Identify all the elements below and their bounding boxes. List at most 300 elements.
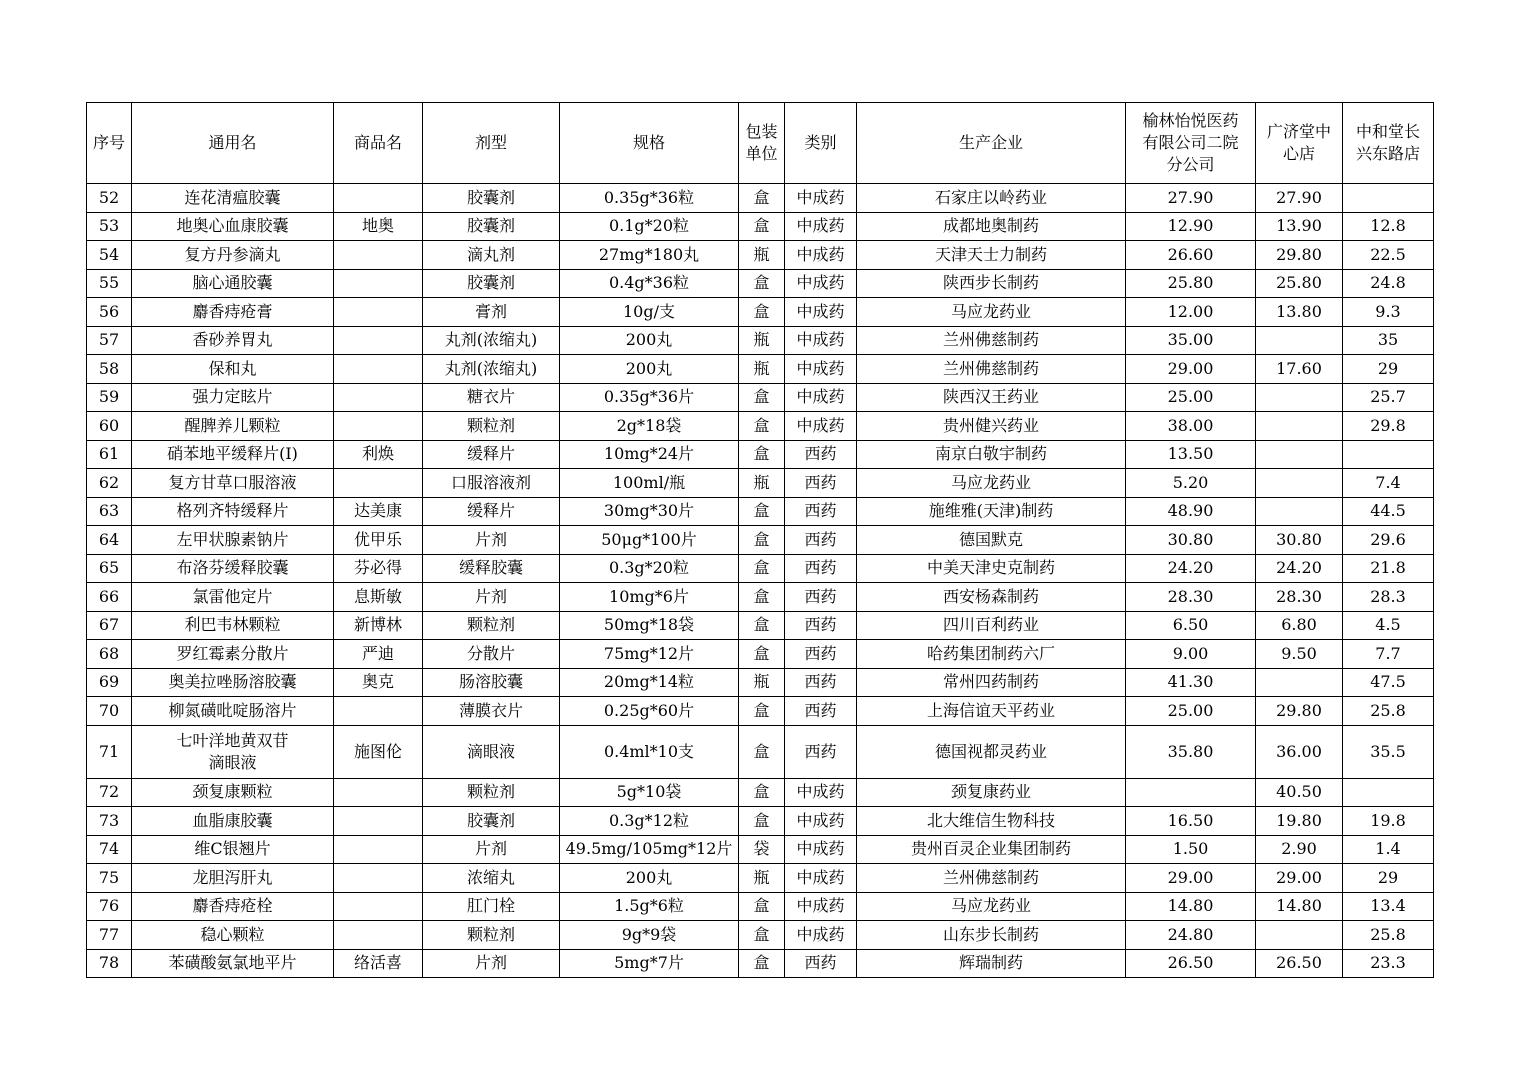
cell-price-guangjitang bbox=[1256, 469, 1343, 498]
cell-price-guangjitang: 26.50 bbox=[1256, 949, 1343, 978]
header-dosage-form: 剂型 bbox=[423, 103, 560, 184]
cell-price-yulin-yiyue: 25.00 bbox=[1126, 697, 1256, 726]
cell-package-unit: 瓶 bbox=[739, 326, 785, 355]
cell-brand-name bbox=[334, 835, 423, 864]
cell-manufacturer: 兰州佛慈制药 bbox=[857, 355, 1126, 384]
cell-price-guangjitang bbox=[1256, 326, 1343, 355]
cell-generic-name: 左甲状腺素钠片 bbox=[132, 526, 334, 555]
cell-manufacturer: 马应龙药业 bbox=[857, 469, 1126, 498]
cell-category: 中成药 bbox=[785, 921, 857, 950]
cell-manufacturer: 西安杨森制药 bbox=[857, 583, 1126, 612]
cell-package-unit: 盒 bbox=[739, 412, 785, 441]
cell-specification: 27mg*180丸 bbox=[560, 241, 739, 270]
cell-brand-name: 利焕 bbox=[334, 440, 423, 469]
cell-brand-name bbox=[334, 298, 423, 327]
cell-price-guangjitang: 27.90 bbox=[1256, 184, 1343, 213]
cell-price-yulin-yiyue: 12.00 bbox=[1126, 298, 1256, 327]
cell-manufacturer: 北大维信生物科技 bbox=[857, 807, 1126, 836]
cell-dosage-form: 肠溶胶囊 bbox=[423, 668, 560, 697]
cell-brand-name bbox=[334, 697, 423, 726]
table-row bbox=[87, 355, 1434, 384]
cell-specification: 0.35g*36片 bbox=[560, 383, 739, 412]
cell-price-zhonghetang: 1.4 bbox=[1343, 835, 1434, 864]
table-row bbox=[87, 835, 1434, 864]
header-store-yulin-yiyue: 榆林怡悦医药 有限公司二院 分公司 bbox=[1126, 103, 1256, 184]
cell-index: 66 bbox=[87, 583, 132, 612]
cell-manufacturer: 贵州健兴药业 bbox=[857, 412, 1126, 441]
cell-manufacturer: 南京白敬宇制药 bbox=[857, 440, 1126, 469]
header-manufacturer: 生产企业 bbox=[857, 103, 1126, 184]
cell-category: 中成药 bbox=[785, 355, 857, 384]
cell-index: 62 bbox=[87, 469, 132, 498]
cell-generic-name: 连花清瘟胶囊 bbox=[132, 184, 334, 213]
cell-package-unit: 瓶 bbox=[739, 469, 785, 498]
cell-price-guangjitang bbox=[1256, 921, 1343, 950]
table-row bbox=[87, 640, 1434, 669]
cell-dosage-form: 胶囊剂 bbox=[423, 212, 560, 241]
cell-price-guangjitang: 24.20 bbox=[1256, 554, 1343, 583]
cell-dosage-form: 片剂 bbox=[423, 583, 560, 612]
table-row bbox=[87, 583, 1434, 612]
cell-price-guangjitang: 13.80 bbox=[1256, 298, 1343, 327]
cell-manufacturer: 陕西汉王药业 bbox=[857, 383, 1126, 412]
cell-category: 中成药 bbox=[785, 326, 857, 355]
cell-price-zhonghetang: 28.3 bbox=[1343, 583, 1434, 612]
cell-manufacturer: 石家庄以岭药业 bbox=[857, 184, 1126, 213]
cell-brand-name bbox=[334, 412, 423, 441]
cell-specification: 0.35g*36粒 bbox=[560, 184, 739, 213]
cell-price-zhonghetang: 25.7 bbox=[1343, 383, 1434, 412]
cell-package-unit: 瓶 bbox=[739, 668, 785, 697]
cell-price-zhonghetang: 24.8 bbox=[1343, 269, 1434, 298]
cell-price-zhonghetang: 22.5 bbox=[1343, 241, 1434, 270]
cell-price-zhonghetang: 12.8 bbox=[1343, 212, 1434, 241]
cell-dosage-form: 膏剂 bbox=[423, 298, 560, 327]
cell-index: 53 bbox=[87, 212, 132, 241]
header-index: 序号 bbox=[87, 103, 132, 184]
cell-manufacturer: 四川百利药业 bbox=[857, 611, 1126, 640]
cell-category: 中成药 bbox=[785, 383, 857, 412]
cell-generic-name: 硝苯地平缓释片(Ⅰ) bbox=[132, 440, 334, 469]
cell-dosage-form: 片剂 bbox=[423, 949, 560, 978]
cell-generic-name: 布洛芬缓释胶囊 bbox=[132, 554, 334, 583]
table-row bbox=[87, 241, 1434, 270]
table-row bbox=[87, 497, 1434, 526]
cell-category: 西药 bbox=[785, 469, 857, 498]
cell-price-yulin-yiyue: 27.90 bbox=[1126, 184, 1256, 213]
cell-dosage-form: 滴眼液 bbox=[423, 725, 560, 778]
cell-price-zhonghetang: 7.4 bbox=[1343, 469, 1434, 498]
cell-category: 西药 bbox=[785, 497, 857, 526]
cell-generic-name: 柳氮磺吡啶肠溶片 bbox=[132, 697, 334, 726]
cell-package-unit: 盒 bbox=[739, 440, 785, 469]
cell-index: 75 bbox=[87, 864, 132, 893]
cell-price-yulin-yiyue: 14.80 bbox=[1126, 892, 1256, 921]
cell-price-zhonghetang: 29 bbox=[1343, 355, 1434, 384]
cell-dosage-form: 颗粒剂 bbox=[423, 778, 560, 807]
cell-dosage-form: 缓释片 bbox=[423, 497, 560, 526]
cell-price-guangjitang bbox=[1256, 497, 1343, 526]
cell-dosage-form: 颗粒剂 bbox=[423, 921, 560, 950]
table-row bbox=[87, 269, 1434, 298]
cell-price-guangjitang bbox=[1256, 440, 1343, 469]
cell-category: 西药 bbox=[785, 697, 857, 726]
cell-specification: 1.5g*6粒 bbox=[560, 892, 739, 921]
cell-price-guangjitang: 29.80 bbox=[1256, 697, 1343, 726]
cell-price-guangjitang: 19.80 bbox=[1256, 807, 1343, 836]
cell-brand-name bbox=[334, 241, 423, 270]
cell-price-zhonghetang: 25.8 bbox=[1343, 921, 1434, 950]
cell-index: 56 bbox=[87, 298, 132, 327]
cell-price-yulin-yiyue: 16.50 bbox=[1126, 807, 1256, 836]
cell-price-guangjitang: 30.80 bbox=[1256, 526, 1343, 555]
cell-specification: 50μg*100片 bbox=[560, 526, 739, 555]
cell-manufacturer: 常州四药制药 bbox=[857, 668, 1126, 697]
table-row bbox=[87, 412, 1434, 441]
table-row bbox=[87, 212, 1434, 241]
cell-index: 61 bbox=[87, 440, 132, 469]
cell-manufacturer: 施维雅(天津)制药 bbox=[857, 497, 1126, 526]
cell-package-unit: 盒 bbox=[739, 184, 785, 213]
cell-price-yulin-yiyue: 12.90 bbox=[1126, 212, 1256, 241]
table-row bbox=[87, 697, 1434, 726]
cell-package-unit: 盒 bbox=[739, 526, 785, 555]
cell-brand-name bbox=[334, 355, 423, 384]
cell-category: 中成药 bbox=[785, 184, 857, 213]
cell-category: 西药 bbox=[785, 725, 857, 778]
cell-specification: 100ml/瓶 bbox=[560, 469, 739, 498]
cell-price-guangjitang: 2.90 bbox=[1256, 835, 1343, 864]
cell-index: 55 bbox=[87, 269, 132, 298]
cell-index: 67 bbox=[87, 611, 132, 640]
cell-specification: 0.25g*60片 bbox=[560, 697, 739, 726]
table-row bbox=[87, 668, 1434, 697]
header-store-zhonghetang: 中和堂长 兴东路店 bbox=[1343, 103, 1434, 184]
cell-dosage-form: 片剂 bbox=[423, 526, 560, 555]
cell-generic-name: 罗红霉素分散片 bbox=[132, 640, 334, 669]
cell-price-yulin-yiyue: 28.30 bbox=[1126, 583, 1256, 612]
cell-package-unit: 盒 bbox=[739, 697, 785, 726]
table-row bbox=[87, 326, 1434, 355]
cell-dosage-form: 丸剂(浓缩丸) bbox=[423, 355, 560, 384]
cell-dosage-form: 肛门栓 bbox=[423, 892, 560, 921]
cell-price-zhonghetang: 29.8 bbox=[1343, 412, 1434, 441]
cell-price-guangjitang: 28.30 bbox=[1256, 583, 1343, 612]
cell-brand-name: 地奥 bbox=[334, 212, 423, 241]
cell-price-guangjitang: 13.90 bbox=[1256, 212, 1343, 241]
cell-price-zhonghetang: 9.3 bbox=[1343, 298, 1434, 327]
cell-index: 69 bbox=[87, 668, 132, 697]
cell-generic-name: 脑心通胶囊 bbox=[132, 269, 334, 298]
cell-price-guangjitang bbox=[1256, 383, 1343, 412]
cell-price-yulin-yiyue: 48.90 bbox=[1126, 497, 1256, 526]
header-specification: 规格 bbox=[560, 103, 739, 184]
cell-manufacturer: 马应龙药业 bbox=[857, 892, 1126, 921]
cell-specification: 0.4ml*10支 bbox=[560, 725, 739, 778]
cell-generic-name: 奥美拉唑肠溶胶囊 bbox=[132, 668, 334, 697]
cell-price-zhonghetang: 4.5 bbox=[1343, 611, 1434, 640]
cell-brand-name: 施图伦 bbox=[334, 725, 423, 778]
cell-price-guangjitang: 29.80 bbox=[1256, 241, 1343, 270]
cell-brand-name bbox=[334, 807, 423, 836]
cell-index: 65 bbox=[87, 554, 132, 583]
cell-price-yulin-yiyue: 9.00 bbox=[1126, 640, 1256, 669]
table-row bbox=[87, 440, 1434, 469]
cell-package-unit: 盒 bbox=[739, 383, 785, 412]
cell-package-unit: 盒 bbox=[739, 611, 785, 640]
cell-specification: 2g*18袋 bbox=[560, 412, 739, 441]
cell-manufacturer: 颈复康药业 bbox=[857, 778, 1126, 807]
cell-index: 72 bbox=[87, 778, 132, 807]
cell-index: 71 bbox=[87, 725, 132, 778]
cell-price-yulin-yiyue: 6.50 bbox=[1126, 611, 1256, 640]
cell-generic-name: 格列齐特缓释片 bbox=[132, 497, 334, 526]
cell-price-zhonghetang: 19.8 bbox=[1343, 807, 1434, 836]
cell-brand-name: 息斯敏 bbox=[334, 583, 423, 612]
cell-price-zhonghetang: 35 bbox=[1343, 326, 1434, 355]
cell-dosage-form: 缓释胶囊 bbox=[423, 554, 560, 583]
cell-category: 西药 bbox=[785, 440, 857, 469]
cell-brand-name: 络活喜 bbox=[334, 949, 423, 978]
cell-category: 中成药 bbox=[785, 269, 857, 298]
table-row bbox=[87, 554, 1434, 583]
cell-brand-name bbox=[334, 383, 423, 412]
table-row bbox=[87, 778, 1434, 807]
table-row bbox=[87, 298, 1434, 327]
cell-price-guangjitang bbox=[1256, 412, 1343, 441]
cell-dosage-form: 薄膜衣片 bbox=[423, 697, 560, 726]
cell-price-zhonghetang: 7.7 bbox=[1343, 640, 1434, 669]
cell-price-zhonghetang: 29.6 bbox=[1343, 526, 1434, 555]
drug-price-table bbox=[86, 102, 1434, 978]
cell-price-guangjitang: 40.50 bbox=[1256, 778, 1343, 807]
table-row bbox=[87, 469, 1434, 498]
cell-price-yulin-yiyue: 25.00 bbox=[1126, 383, 1256, 412]
cell-category: 中成药 bbox=[785, 778, 857, 807]
cell-generic-name: 复方丹参滴丸 bbox=[132, 241, 334, 270]
cell-index: 78 bbox=[87, 949, 132, 978]
cell-price-zhonghetang: 25.8 bbox=[1343, 697, 1434, 726]
cell-specification: 5mg*7片 bbox=[560, 949, 739, 978]
table-row bbox=[87, 864, 1434, 893]
cell-manufacturer: 上海信谊天平药业 bbox=[857, 697, 1126, 726]
cell-price-yulin-yiyue: 41.30 bbox=[1126, 668, 1256, 697]
cell-price-yulin-yiyue: 35.00 bbox=[1126, 326, 1256, 355]
cell-dosage-form: 胶囊剂 bbox=[423, 269, 560, 298]
cell-specification: 200丸 bbox=[560, 326, 739, 355]
cell-package-unit: 盒 bbox=[739, 554, 785, 583]
cell-price-zhonghetang: 21.8 bbox=[1343, 554, 1434, 583]
cell-manufacturer: 马应龙药业 bbox=[857, 298, 1126, 327]
cell-generic-name: 苯磺酸氨氯地平片 bbox=[132, 949, 334, 978]
cell-specification: 200丸 bbox=[560, 355, 739, 384]
table-row bbox=[87, 949, 1434, 978]
cell-package-unit: 盒 bbox=[739, 640, 785, 669]
cell-generic-name: 麝香痔疮栓 bbox=[132, 892, 334, 921]
table-row bbox=[87, 184, 1434, 213]
cell-category: 西药 bbox=[785, 554, 857, 583]
cell-index: 64 bbox=[87, 526, 132, 555]
cell-price-guangjitang: 9.50 bbox=[1256, 640, 1343, 669]
cell-package-unit: 瓶 bbox=[739, 355, 785, 384]
cell-generic-name: 维C银翘片 bbox=[132, 835, 334, 864]
cell-price-guangjitang bbox=[1256, 668, 1343, 697]
cell-category: 中成药 bbox=[785, 298, 857, 327]
cell-dosage-form: 糖衣片 bbox=[423, 383, 560, 412]
cell-manufacturer: 成都地奥制药 bbox=[857, 212, 1126, 241]
cell-dosage-form: 缓释片 bbox=[423, 440, 560, 469]
cell-index: 52 bbox=[87, 184, 132, 213]
cell-dosage-form: 口服溶液剂 bbox=[423, 469, 560, 498]
cell-price-yulin-yiyue: 29.00 bbox=[1126, 355, 1256, 384]
cell-manufacturer: 陕西步长制药 bbox=[857, 269, 1126, 298]
header-row bbox=[87, 103, 1434, 184]
cell-generic-name: 龙胆泻肝丸 bbox=[132, 864, 334, 893]
cell-index: 70 bbox=[87, 697, 132, 726]
table-row bbox=[87, 383, 1434, 412]
cell-price-zhonghetang bbox=[1343, 184, 1434, 213]
cell-package-unit: 盒 bbox=[739, 583, 785, 612]
cell-price-guangjitang: 6.80 bbox=[1256, 611, 1343, 640]
cell-category: 西药 bbox=[785, 526, 857, 555]
cell-index: 73 bbox=[87, 807, 132, 836]
cell-brand-name bbox=[334, 864, 423, 893]
cell-specification: 9g*9袋 bbox=[560, 921, 739, 950]
cell-price-yulin-yiyue: 35.80 bbox=[1126, 725, 1256, 778]
cell-dosage-form: 胶囊剂 bbox=[423, 807, 560, 836]
cell-dosage-form: 胶囊剂 bbox=[423, 184, 560, 213]
cell-package-unit: 盒 bbox=[739, 298, 785, 327]
cell-specification: 0.1g*20粒 bbox=[560, 212, 739, 241]
cell-package-unit: 盒 bbox=[739, 807, 785, 836]
header-generic-name: 通用名 bbox=[132, 103, 334, 184]
cell-dosage-form: 分散片 bbox=[423, 640, 560, 669]
cell-manufacturer: 山东步长制药 bbox=[857, 921, 1126, 950]
cell-package-unit: 瓶 bbox=[739, 241, 785, 270]
cell-category: 中成药 bbox=[785, 807, 857, 836]
cell-package-unit: 盒 bbox=[739, 892, 785, 921]
cell-price-yulin-yiyue: 30.80 bbox=[1126, 526, 1256, 555]
cell-specification: 20mg*14粒 bbox=[560, 668, 739, 697]
cell-price-yulin-yiyue: 13.50 bbox=[1126, 440, 1256, 469]
cell-dosage-form: 浓缩丸 bbox=[423, 864, 560, 893]
cell-brand-name: 芬必得 bbox=[334, 554, 423, 583]
cell-price-zhonghetang: 23.3 bbox=[1343, 949, 1434, 978]
cell-index: 68 bbox=[87, 640, 132, 669]
cell-package-unit: 盒 bbox=[739, 212, 785, 241]
cell-category: 中成药 bbox=[785, 241, 857, 270]
cell-index: 76 bbox=[87, 892, 132, 921]
cell-generic-name: 保和丸 bbox=[132, 355, 334, 384]
cell-package-unit: 盒 bbox=[739, 269, 785, 298]
cell-package-unit: 袋 bbox=[739, 835, 785, 864]
cell-category: 西药 bbox=[785, 640, 857, 669]
cell-specification: 50mg*18袋 bbox=[560, 611, 739, 640]
cell-index: 74 bbox=[87, 835, 132, 864]
cell-index: 63 bbox=[87, 497, 132, 526]
cell-specification: 75mg*12片 bbox=[560, 640, 739, 669]
cell-dosage-form: 颗粒剂 bbox=[423, 611, 560, 640]
cell-package-unit: 盒 bbox=[739, 921, 785, 950]
cell-index: 57 bbox=[87, 326, 132, 355]
cell-package-unit: 盒 bbox=[739, 778, 785, 807]
cell-brand-name: 达美康 bbox=[334, 497, 423, 526]
cell-generic-name: 氯雷他定片 bbox=[132, 583, 334, 612]
cell-dosage-form: 片剂 bbox=[423, 835, 560, 864]
cell-generic-name: 香砂养胃丸 bbox=[132, 326, 334, 355]
cell-manufacturer: 辉瑞制药 bbox=[857, 949, 1126, 978]
table-row bbox=[87, 611, 1434, 640]
header-brand-name: 商品名 bbox=[334, 103, 423, 184]
cell-brand-name: 奥克 bbox=[334, 668, 423, 697]
cell-manufacturer: 哈药集团制药六厂 bbox=[857, 640, 1126, 669]
cell-brand-name: 新博林 bbox=[334, 611, 423, 640]
cell-brand-name bbox=[334, 921, 423, 950]
cell-price-zhonghetang bbox=[1343, 778, 1434, 807]
cell-price-yulin-yiyue: 5.20 bbox=[1126, 469, 1256, 498]
cell-manufacturer: 兰州佛慈制药 bbox=[857, 326, 1126, 355]
cell-category: 西药 bbox=[785, 949, 857, 978]
cell-price-zhonghetang: 35.5 bbox=[1343, 725, 1434, 778]
cell-price-yulin-yiyue: 29.00 bbox=[1126, 864, 1256, 893]
cell-price-yulin-yiyue: 26.50 bbox=[1126, 949, 1256, 978]
cell-price-guangjitang: 14.80 bbox=[1256, 892, 1343, 921]
cell-price-yulin-yiyue: 24.80 bbox=[1126, 921, 1256, 950]
cell-package-unit: 盒 bbox=[739, 949, 785, 978]
cell-generic-name: 醒脾养儿颗粒 bbox=[132, 412, 334, 441]
cell-specification: 49.5mg/105mg*12片 bbox=[560, 835, 739, 864]
cell-generic-name: 麝香痔疮膏 bbox=[132, 298, 334, 327]
cell-category: 中成药 bbox=[785, 835, 857, 864]
cell-price-zhonghetang: 44.5 bbox=[1343, 497, 1434, 526]
cell-price-guangjitang: 25.80 bbox=[1256, 269, 1343, 298]
cell-price-guangjitang: 17.60 bbox=[1256, 355, 1343, 384]
cell-generic-name: 颈复康颗粒 bbox=[132, 778, 334, 807]
cell-price-yulin-yiyue: 38.00 bbox=[1126, 412, 1256, 441]
header-store-guangjitang: 广济堂中 心店 bbox=[1256, 103, 1343, 184]
cell-price-guangjitang: 36.00 bbox=[1256, 725, 1343, 778]
cell-specification: 200丸 bbox=[560, 864, 739, 893]
cell-specification: 5g*10袋 bbox=[560, 778, 739, 807]
table-row bbox=[87, 892, 1434, 921]
cell-brand-name bbox=[334, 184, 423, 213]
cell-generic-name: 复方甘草口服溶液 bbox=[132, 469, 334, 498]
cell-price-guangjitang: 29.00 bbox=[1256, 864, 1343, 893]
cell-index: 77 bbox=[87, 921, 132, 950]
cell-price-yulin-yiyue: 25.80 bbox=[1126, 269, 1256, 298]
cell-brand-name bbox=[334, 892, 423, 921]
cell-category: 中成药 bbox=[785, 412, 857, 441]
cell-generic-name: 血脂康胶囊 bbox=[132, 807, 334, 836]
cell-index: 60 bbox=[87, 412, 132, 441]
cell-package-unit: 瓶 bbox=[739, 864, 785, 893]
header-category: 类别 bbox=[785, 103, 857, 184]
cell-generic-name: 利巴韦林颗粒 bbox=[132, 611, 334, 640]
cell-package-unit: 盒 bbox=[739, 725, 785, 778]
cell-manufacturer: 德国视都灵药业 bbox=[857, 725, 1126, 778]
cell-dosage-form: 丸剂(浓缩丸) bbox=[423, 326, 560, 355]
cell-price-yulin-yiyue: 24.20 bbox=[1126, 554, 1256, 583]
cell-specification: 10mg*24片 bbox=[560, 440, 739, 469]
cell-price-zhonghetang: 47.5 bbox=[1343, 668, 1434, 697]
cell-manufacturer: 天津天士力制药 bbox=[857, 241, 1126, 270]
cell-dosage-form: 滴丸剂 bbox=[423, 241, 560, 270]
cell-price-zhonghetang: 29 bbox=[1343, 864, 1434, 893]
cell-category: 西药 bbox=[785, 583, 857, 612]
cell-specification: 10g/支 bbox=[560, 298, 739, 327]
cell-generic-name: 强力定眩片 bbox=[132, 383, 334, 412]
cell-brand-name bbox=[334, 469, 423, 498]
